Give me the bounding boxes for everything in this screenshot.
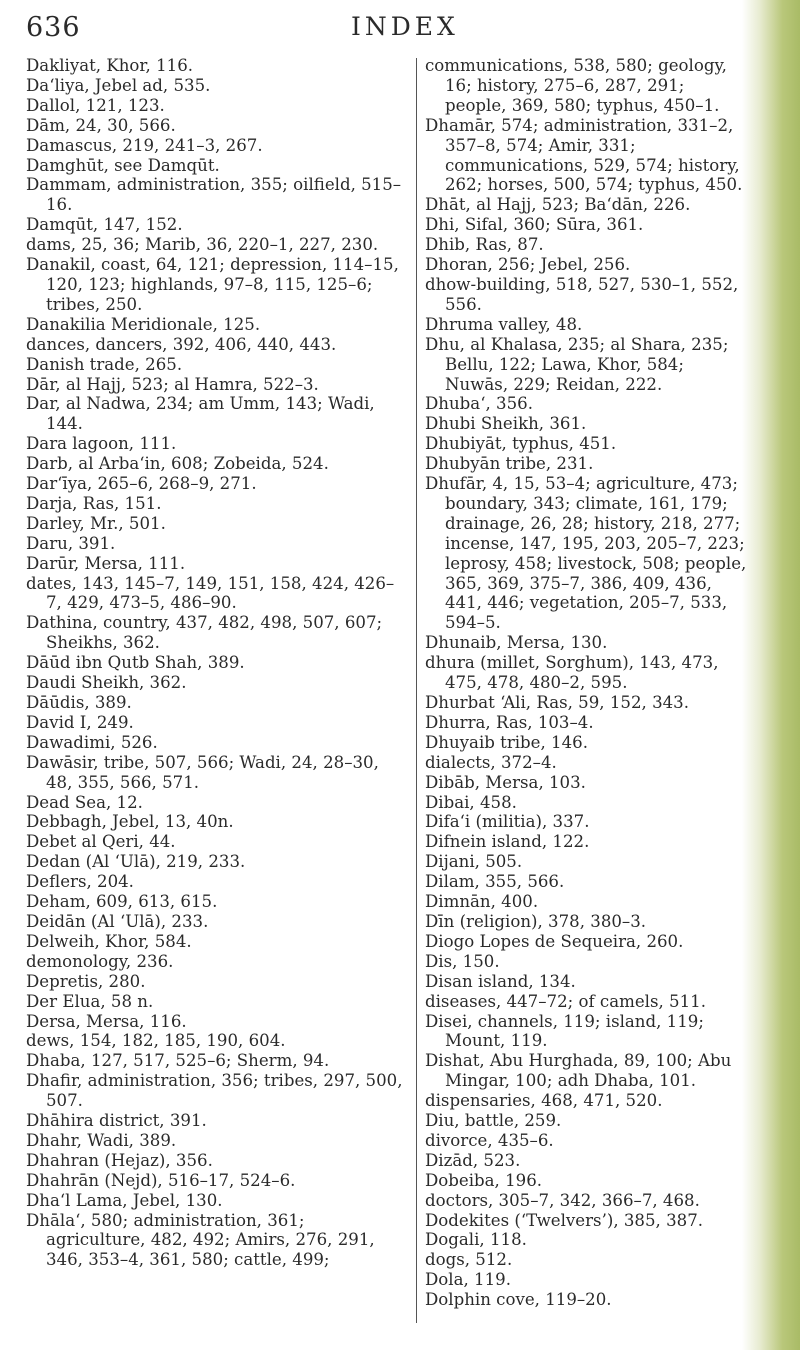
index-entry: Darb, al Arba‘in, 608; Zobeida, 524. (26, 454, 329, 474)
index-entry: communications, 538, 580; geology, 16; history, 275–6, 287, 291; people, 369, 580; typhus, 450–1. (425, 56, 727, 115)
index-entry: Dawāsir, tribe, 507, 566; Wadi, 24, 28–30, 48, 355, 566, 571. (26, 752, 379, 792)
index-entry: Dakliyat, Khor, 116. (26, 56, 194, 75)
index-entry: Dijani, 505. (425, 852, 523, 872)
index-entry: dhow-building, 518, 527, 530–1, 552, 556. (425, 274, 739, 314)
index-entry: Dhāhira district, 391. (26, 1111, 207, 1131)
index-entry: demonology, 236. (26, 951, 174, 971)
index-entry: Dāūdis, 389. (26, 693, 132, 712)
index-entry: Dhib, Ras, 87. (425, 235, 544, 255)
index-entry: Dīn (religion), 378, 380–3. (425, 911, 647, 931)
index-entry: Dibai, 458. (425, 792, 517, 812)
index-entry: doctors, 305–7, 342, 366–7, 468. (425, 1190, 700, 1210)
index-entry: Dhruma valley, 48. (425, 314, 583, 334)
index-entry: diseases, 447–72; of camels, 511. (425, 991, 706, 1011)
index-entry: Darja, Ras, 151. (26, 493, 162, 513)
index-entry: Dhi, Sifal, 360; Sūra, 361. (425, 215, 644, 235)
index-column-right (425, 56, 747, 1310)
running-head: INDEX (351, 12, 459, 41)
index-entry: Da‘liya, Jebel ad, 535. (26, 75, 211, 95)
index-entry: dews, 154, 182, 185, 190, 604. (26, 1031, 286, 1051)
index-entry: Dhunaib, Mersa, 130. (425, 633, 608, 653)
page-edge (742, 0, 800, 1350)
index-entry: Dhaba, 127, 517, 525–6; Sherm, 94. (26, 1051, 330, 1071)
index-entry: Dathina, country, 437, 482, 498, 507, 607; Sheikhs, 362. (26, 613, 383, 653)
index-entry: Diogo Lopes de Sequeira, 260. (425, 931, 684, 951)
index-entry: Dhahr, Wadi, 389. (26, 1130, 177, 1150)
index-entry: Dhoran, 256; Jebel, 256. (425, 255, 631, 275)
index-entry: Delweih, Khor, 584. (26, 931, 192, 951)
index-entry: Dhufār, 4, 15, 53–4; agriculture, 473; boundary, 343; climate, 161, 179; drainage, 26, 28; history, 218, 277; incense, 147, 195, 203, 205–7, 223; leprosy, 458; livestock, 508; people, 365, 369, 375–7, 386, 409, 436, 441, 446; vegetation, 205–7, 533, 594–5. (425, 474, 747, 633)
index-entry: Deham, 609, 613, 615. (26, 892, 218, 912)
index-entry: Dhafir, administration, 356; tribes, 297, 500, 507. (26, 1071, 403, 1111)
index-entry: Damghūt, see Damqūt. (26, 155, 220, 175)
index-entry: Dāūd ibn Qutb Shah, 389. (26, 653, 245, 673)
index-entry: Dām, 24, 30, 566. (26, 115, 176, 135)
index-entry: dances, dancers, 392, 406, 440, 443. (26, 334, 337, 354)
index-entry: Danish trade, 265. (26, 354, 183, 374)
index-entry: Dilam, 355, 566. (425, 872, 565, 892)
index-entry: Dobeiba, 196. (425, 1170, 543, 1190)
index-entry: Dar‘īya, 265–6, 268–9, 271. (26, 474, 257, 494)
index-entry: Deidān (Al ‘Ulā), 233. (26, 911, 209, 931)
index-entry: Dhubyān tribe, 231. (425, 454, 594, 474)
index-entry: Der Elua, 58 n. (26, 991, 154, 1011)
index-entry: Dhu, al Khalasa, 235; al Shara, 235; Bellu, 122; Lawa, Khor, 584; Nuwās, 229; Reidan, 222. (425, 334, 729, 394)
index-entry: Dimnān, 400. (425, 892, 539, 912)
index-entry: Dawadimi, 526. (26, 732, 158, 752)
index-entry: Difnein island, 122. (425, 832, 590, 852)
index-entry: Dola, 119. (425, 1270, 511, 1290)
index-entry: Dammam, administration, 355; oilfield, 515–16. (26, 175, 402, 215)
index-entry: dates, 143, 145–7, 149, 151, 158, 424, 426–7, 429, 473–5, 486–90. (26, 573, 395, 613)
index-entry: Difa‘i (militia), 337. (425, 812, 590, 832)
index-entry: Dallol, 121, 123. (26, 95, 165, 115)
index-entry: dialects, 372–4. (425, 752, 557, 772)
index-entry: dhura (millet, Sorghum), 143, 473, 475, 478, 480–2, 595. (425, 653, 719, 693)
index-entry: Debet al Qeri, 44. (26, 832, 176, 852)
index-entry: Darley, Mr., 501. (26, 513, 166, 533)
index-entry: Dodekites (‘Twelvers’), 385, 387. (425, 1210, 704, 1230)
index-entry: dispensaries, 468, 471, 520. (425, 1091, 663, 1111)
index-entry: Depretis, 280. (26, 971, 146, 991)
index-entry: David I, 249. (26, 712, 134, 732)
index-entry: Damqūt, 147, 152. (26, 215, 183, 235)
index-entry: divorce, 435–6. (425, 1130, 554, 1150)
index-entry: Dishat, Abu Hurghada, 89, 100; Abu Mingar, 100; adh Dhaba, 101. (425, 1051, 732, 1091)
index-entry: Disan island, 134. (425, 971, 576, 991)
index-entry: Dhubiyāt, typhus, 451. (425, 434, 617, 454)
index-entry: Diu, battle, 259. (425, 1111, 562, 1131)
index-entry: Dizād, 523. (425, 1150, 521, 1170)
index-entry: Daudi Sheikh, 362. (26, 673, 187, 693)
index-entry: Dar, al Nadwa, 234; am Umm, 143; Wadi, 144. (26, 394, 375, 434)
index-entry: Danakilia Meridionale, 125. (26, 314, 261, 334)
index-entry: Dhuyaib tribe, 146. (425, 732, 588, 752)
index-entry: Dersa, Mersa, 116. (26, 1011, 187, 1031)
page-number: 636 (26, 12, 81, 43)
index-entry: Daru, 391. (26, 533, 116, 553)
index-entry: dogs, 512. (425, 1250, 513, 1270)
index-entry: Dolphin cove, 119–20. (425, 1290, 612, 1310)
index-entry: Dead Sea, 12. (26, 792, 143, 812)
index-entry: Dedan (Al ‘Ulā), 219, 233. (26, 852, 246, 872)
index-entry: dams, 25, 36; Marib, 36, 220–1, 227, 230. (26, 235, 379, 255)
column-divider (416, 58, 417, 1323)
index-entry: Dis, 150. (425, 951, 500, 971)
index-entry: Debbagh, Jebel, 13, 40n. (26, 812, 234, 832)
index-entry: Dibāb, Mersa, 103. (425, 772, 586, 792)
index-entry: Danakil, coast, 64, 121; depression, 114–15, 120, 123; highlands, 97–8, 115, 125–6; tribes, 250. (26, 255, 399, 314)
index-entry: Dara lagoon, 111. (26, 434, 177, 454)
index-entry: Damascus, 219, 241–3, 267. (26, 135, 263, 155)
index-entry: Darūr, Mersa, 111. (26, 553, 186, 573)
page-header (26, 12, 726, 52)
index-entry: Dhurra, Ras, 103–4. (425, 712, 594, 732)
index-entry: Dhahrān (Nejd), 516–17, 524–6. (26, 1170, 296, 1190)
index-entry: Dogali, 118. (425, 1230, 527, 1250)
index-entry: Dhamār, 574; administration, 331–2, 357–8, 574; Amir, 331; communications, 529, 574; history, 262; horses, 500, 574; typhus, 450. (425, 115, 743, 195)
index-column-left (26, 56, 408, 1270)
index-entry: Dhāla‘, 580; administration, 361; agriculture, 482, 492; Amirs, 276, 291, 346, 353–4, 361, 580; cattle, 499; (26, 1210, 375, 1270)
index-entry: Dha‘l Lama, Jebel, 130. (26, 1190, 223, 1210)
index-entry: Deflers, 204. (26, 872, 134, 892)
index-entry: Dhuba‘, 356. (425, 394, 533, 414)
index-entry: Dār, al Hajj, 523; al Hamra, 522–3. (26, 374, 319, 394)
index-entry: Dhahran (Hejaz), 356. (26, 1150, 213, 1170)
index-entry: Dhurbat ‘Ali, Ras, 59, 152, 343. (425, 693, 690, 712)
index-entry: Disei, channels, 119; island, 119; Mount, 119. (425, 1011, 704, 1051)
index-entry: Dhubi Sheikh, 361. (425, 414, 587, 434)
index-entry: Dhāt, al Hajj, 523; Ba‘dān, 226. (425, 195, 691, 215)
